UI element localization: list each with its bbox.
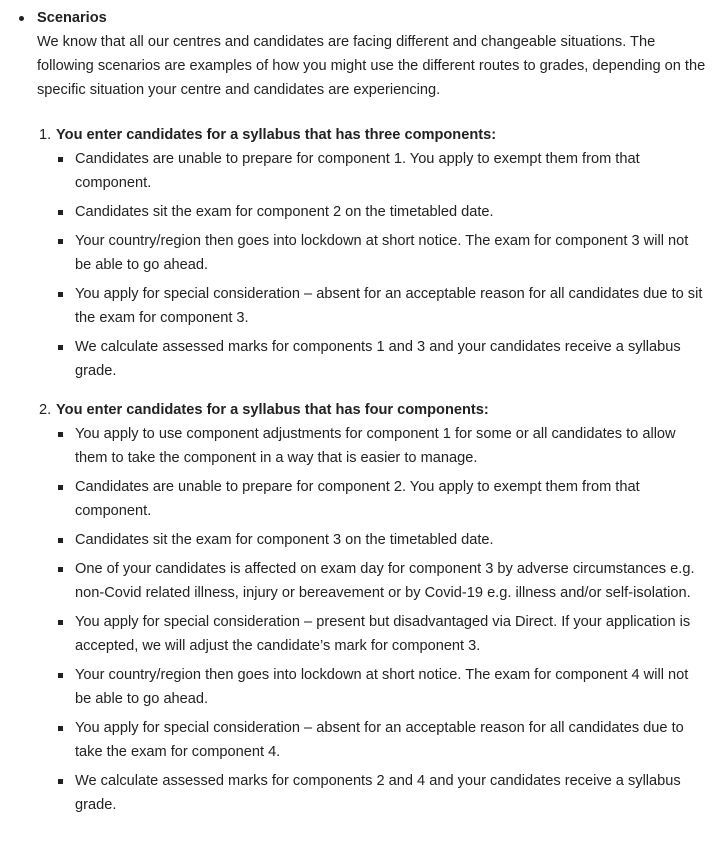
square-bullet-icon	[58, 726, 63, 731]
scenario-list	[37, 123, 708, 817]
list-item	[56, 200, 708, 224]
list-item	[56, 769, 708, 817]
bullet-icon	[19, 16, 24, 21]
list-item-text: You apply for special consideration – absent for an acceptable reason for all candidates due to take the exam for component 4.	[75, 720, 684, 760]
list-item	[56, 557, 708, 605]
scenario-number: 2.	[39, 402, 52, 418]
scenario-1	[37, 123, 708, 383]
list-item	[56, 282, 708, 330]
list-item	[56, 335, 708, 383]
scenario-title: You enter candidates for a syllabus that has four components:	[56, 402, 489, 418]
list-item-text: Candidates sit the exam for component 3 on the timetabled date.	[75, 532, 494, 548]
square-bullet-icon	[58, 673, 63, 678]
scenario-2	[37, 398, 708, 817]
square-bullet-icon	[58, 620, 63, 625]
scenario-title: You enter candidates for a syllabus that has three components:	[56, 127, 497, 143]
list-item	[56, 229, 708, 277]
list-item	[56, 528, 708, 552]
section-intro: We know that all our centres and candidates are facing different and changeable situations. The following scenarios are examples of how you might use the different routes to grades, depending on the specific situation your centre and candidates are experiencing.	[37, 34, 706, 98]
square-bullet-icon	[58, 779, 63, 784]
list-item-text: We calculate assessed marks for components 2 and 4 and your candidates receive a syllabus grade.	[75, 773, 681, 813]
scenario-items	[56, 147, 708, 383]
square-bullet-icon	[58, 292, 63, 297]
square-bullet-icon	[58, 239, 63, 244]
list-item-text: Your country/region then goes into lockdown at short notice. The exam for component 4 will not be able to go ahead.	[75, 667, 689, 707]
square-bullet-icon	[58, 567, 63, 572]
list-item-text: One of your candidates is affected on exam day for component 3 by adverse circumstances e.g. non-Covid related illness, injury or bereavement or by Covid-19 e.g. illness and/or self-isolation.	[75, 561, 695, 601]
outer-list	[19, 6, 708, 817]
list-item-text: Candidates are unable to prepare for component 1. You apply to exempt them from that component.	[75, 151, 640, 191]
list-item-text: Your country/region then goes into lockdown at short notice. The exam for component 3 will not be able to go ahead.	[75, 233, 689, 273]
list-item	[56, 147, 708, 195]
scenarios-section	[19, 6, 708, 817]
list-item-text: You apply for special consideration – absent for an acceptable reason for all candidates due to sit the exam for component 3.	[75, 286, 703, 326]
square-bullet-icon	[58, 345, 63, 350]
square-bullet-icon	[58, 157, 63, 162]
list-item-text: Candidates are unable to prepare for component 2. You apply to exempt them from that component.	[75, 479, 640, 519]
list-item	[56, 422, 708, 470]
list-item	[56, 716, 708, 764]
list-item-text: You apply for special consideration – present but disadvantaged via Direct. If your application is accepted, we will adjust the candidate’s mark for component 3.	[75, 614, 691, 654]
scenario-number: 1.	[39, 127, 52, 143]
section-heading: Scenarios	[37, 10, 107, 26]
list-item	[56, 475, 708, 523]
list-item	[56, 663, 708, 711]
square-bullet-icon	[58, 210, 63, 215]
list-item-text: Candidates sit the exam for component 2 on the timetabled date.	[75, 204, 494, 220]
square-bullet-icon	[58, 485, 63, 490]
square-bullet-icon	[58, 538, 63, 543]
square-bullet-icon	[58, 432, 63, 437]
list-item-text: We calculate assessed marks for components 1 and 3 and your candidates receive a syllabus grade.	[75, 339, 681, 379]
scenario-items	[56, 422, 708, 817]
list-item-text: You apply to use component adjustments for component 1 for some or all candidates to allow them to take the component in a way that is easier to manage.	[75, 426, 676, 466]
list-item	[56, 610, 708, 658]
